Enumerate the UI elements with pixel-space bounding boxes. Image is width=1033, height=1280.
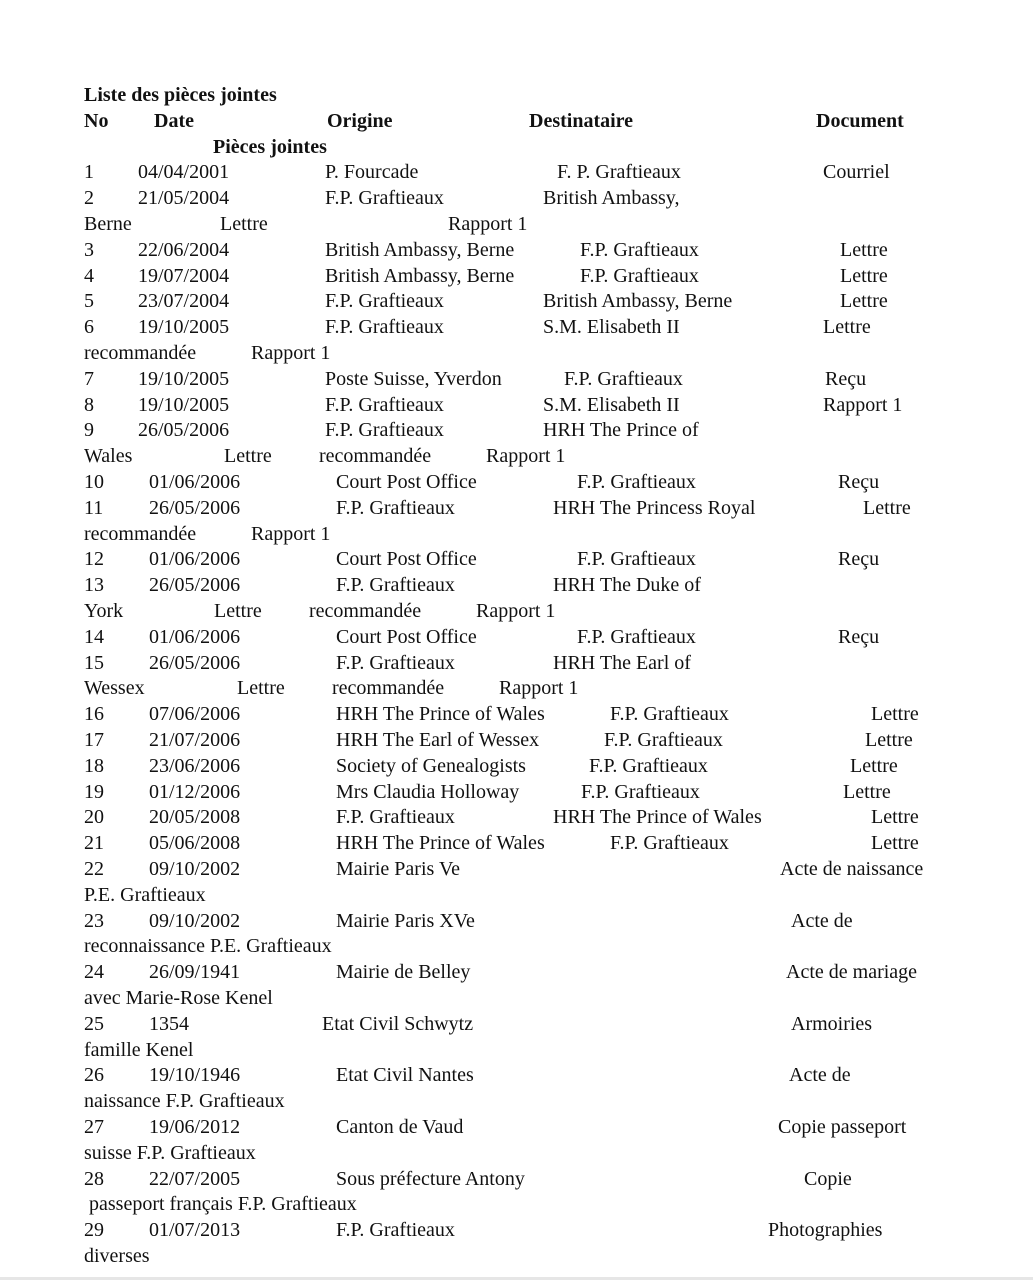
text-cell: 22/07/2005 bbox=[149, 1167, 241, 1190]
text-line bbox=[0, 908, 1033, 934]
text-line bbox=[0, 830, 1033, 856]
text-cell: Rapport 1 bbox=[448, 213, 528, 235]
text-cell: F.P. Graftieaux bbox=[577, 625, 696, 648]
text-cell: F.P. Graftieaux bbox=[580, 264, 699, 287]
text-cell: 7 bbox=[84, 367, 94, 390]
text-cell: S.M. Elisabeth II bbox=[543, 393, 680, 416]
text-cell: 26/05/2006 bbox=[149, 496, 241, 519]
text-cell: 19/10/2005 bbox=[138, 316, 230, 339]
text-cell: Lettre bbox=[871, 832, 919, 855]
text-cell: 21 bbox=[84, 832, 104, 855]
text-line bbox=[0, 933, 1033, 959]
text-cell: Destinataire bbox=[529, 109, 634, 132]
text-cell: 18 bbox=[84, 754, 104, 777]
text-cell: 3 bbox=[84, 238, 94, 261]
text-cell: British Ambassy, Berne bbox=[325, 238, 515, 261]
text-cell: 14 bbox=[84, 625, 104, 648]
text-cell: 19/10/1946 bbox=[149, 1064, 241, 1087]
text-line bbox=[0, 237, 1033, 263]
text-line bbox=[0, 392, 1033, 418]
text-cell: F.P. Graftieaux bbox=[336, 806, 455, 829]
text-cell: Lettre bbox=[214, 600, 262, 622]
text-cell: Rapport 1 bbox=[476, 600, 556, 622]
text-cell: Wales bbox=[84, 445, 133, 468]
text-cell: 2 bbox=[84, 187, 94, 210]
text-cell: 28 bbox=[84, 1167, 104, 1190]
text-cell: S.M. Elisabeth II bbox=[543, 316, 680, 339]
text-cell: HRH The Princess Royal bbox=[553, 496, 756, 519]
text-cell: avec Marie-Rose Kenel bbox=[84, 987, 273, 1009]
text-cell: Photographies bbox=[768, 1219, 883, 1242]
text-line bbox=[0, 1217, 1033, 1243]
text-line bbox=[0, 753, 1033, 779]
text-cell: 19/10/2005 bbox=[138, 367, 230, 390]
text-cell: 26/05/2006 bbox=[149, 651, 241, 674]
text-cell: 11 bbox=[84, 496, 104, 519]
text-line bbox=[0, 1011, 1033, 1037]
text-cell: 9 bbox=[84, 419, 94, 442]
text-cell: Rapport 1 bbox=[251, 342, 331, 364]
text-line bbox=[0, 1114, 1033, 1140]
text-line bbox=[0, 882, 1033, 908]
text-cell: Lettre bbox=[843, 780, 891, 803]
text-cell: Copie passeport bbox=[778, 1116, 907, 1138]
text-cell: Etat Civil Nantes bbox=[336, 1064, 474, 1087]
text-cell: Reçu bbox=[838, 625, 880, 648]
text-cell: Mrs Claudia Holloway bbox=[336, 780, 520, 803]
text-cell: 27 bbox=[84, 1116, 104, 1138]
text-cell: 15 bbox=[84, 651, 104, 674]
text-cell: Date bbox=[154, 109, 194, 132]
text-cell: Lettre bbox=[871, 703, 919, 726]
text-cell: 23/07/2004 bbox=[138, 290, 230, 313]
text-line bbox=[0, 1191, 1033, 1217]
text-cell: 17 bbox=[84, 729, 104, 751]
text-cell: Wessex bbox=[84, 677, 145, 700]
text-cell: 21/07/2006 bbox=[149, 729, 241, 751]
text-line bbox=[0, 288, 1033, 314]
text-cell: 22/06/2004 bbox=[138, 238, 230, 261]
text-cell: 19/07/2004 bbox=[138, 264, 230, 287]
text-cell: Mairie Paris XVe bbox=[336, 909, 475, 932]
text-cell: Lettre bbox=[863, 496, 911, 519]
text-cell: 24 bbox=[84, 961, 104, 984]
text-line bbox=[0, 185, 1033, 211]
text-line bbox=[0, 1166, 1033, 1192]
text-cell: HRH The Duke of bbox=[553, 574, 701, 597]
text-cell: 09/10/2002 bbox=[149, 858, 241, 880]
text-cell: 6 bbox=[84, 316, 94, 339]
text-cell: British Ambassy, bbox=[543, 187, 680, 210]
text-line bbox=[0, 856, 1033, 882]
text-cell: HRH The Prince of bbox=[543, 419, 699, 442]
text-line bbox=[0, 134, 1033, 160]
text-cell: 26 bbox=[84, 1064, 104, 1087]
text-line bbox=[0, 701, 1033, 727]
text-cell: F.P. Graftieaux bbox=[577, 471, 696, 493]
text-cell: Reçu bbox=[838, 548, 880, 571]
text-cell: Courriel bbox=[823, 161, 890, 184]
text-cell: Reçu bbox=[825, 367, 867, 390]
text-cell: HRH The Prince of Wales bbox=[553, 806, 762, 829]
text-cell: Poste Suisse, Yverdon bbox=[325, 367, 502, 390]
text-cell: Rapport 1 bbox=[823, 393, 903, 416]
text-cell: Acte de naissance bbox=[780, 858, 924, 880]
text-cell: 01/06/2006 bbox=[149, 625, 241, 648]
text-cell: F.P. Graftieaux bbox=[325, 187, 444, 210]
text-cell: 25 bbox=[84, 1012, 104, 1035]
text-cell: Acte de mariage bbox=[786, 961, 918, 984]
text-line bbox=[0, 1140, 1033, 1166]
text-cell: Lettre bbox=[850, 754, 898, 777]
text-cell: 19/10/2005 bbox=[138, 393, 230, 416]
text-cell: Lettre bbox=[220, 213, 268, 235]
text-cell: reconnaissance P.E. Graftieaux bbox=[84, 935, 332, 958]
text-cell: 20 bbox=[84, 806, 104, 829]
text-cell: F.P. Graftieaux bbox=[564, 367, 683, 390]
text-cell: Rapport 1 bbox=[251, 522, 331, 545]
text-cell: British Ambassy, Berne bbox=[543, 290, 733, 313]
text-cell: Rapport 1 bbox=[499, 677, 579, 700]
text-line bbox=[0, 650, 1033, 676]
text-cell: recommandée bbox=[332, 677, 445, 700]
text-cell: Court Post Office bbox=[336, 548, 477, 571]
text-cell: F.P. Graftieaux bbox=[336, 574, 455, 597]
text-cell: recommandée bbox=[309, 600, 422, 622]
text-cell: Armoiries bbox=[791, 1012, 873, 1035]
text-line bbox=[0, 675, 1033, 701]
text-cell: Sous préfecture Antony bbox=[336, 1167, 525, 1190]
text-cell: 26/05/2006 bbox=[149, 574, 241, 597]
text-line bbox=[0, 417, 1033, 443]
text-cell: suisse F.P. Graftieaux bbox=[84, 1141, 256, 1164]
text-cell: 23/06/2006 bbox=[149, 754, 241, 777]
text-cell: recommandée bbox=[319, 445, 432, 468]
text-cell: HRH The Earl of Wessex bbox=[336, 729, 540, 751]
text-cell: 4 bbox=[84, 264, 94, 287]
text-cell: Lettre bbox=[840, 238, 888, 261]
text-cell: F.P. Graftieaux bbox=[604, 729, 723, 751]
text-line bbox=[0, 495, 1033, 521]
text-cell: F.P. Graftieaux bbox=[589, 754, 708, 777]
text-cell: 01/07/2013 bbox=[149, 1219, 241, 1242]
text-line bbox=[0, 1062, 1033, 1088]
text-line bbox=[0, 159, 1033, 185]
text-cell: naissance F.P. Graftieaux bbox=[84, 1090, 285, 1113]
text-cell: Court Post Office bbox=[336, 471, 477, 493]
text-cell: 04/04/2001 bbox=[138, 161, 230, 184]
text-line bbox=[0, 314, 1033, 340]
text-cell: P. Fourcade bbox=[325, 161, 419, 184]
text-cell: No bbox=[84, 109, 109, 132]
text-line bbox=[0, 366, 1033, 392]
text-line bbox=[0, 546, 1033, 572]
text-cell: Lettre bbox=[865, 729, 913, 751]
text-cell: 26/09/1941 bbox=[149, 961, 241, 984]
text-cell: 09/10/2002 bbox=[149, 909, 241, 932]
text-line bbox=[0, 211, 1033, 237]
text-cell: Etat Civil Schwytz bbox=[322, 1012, 474, 1035]
text-cell: F.P. Graftieaux bbox=[577, 548, 696, 571]
text-cell: 01/06/2006 bbox=[149, 471, 241, 493]
text-cell: 07/06/2006 bbox=[149, 703, 241, 726]
text-cell: F.P. Graftieaux bbox=[325, 419, 444, 442]
text-cell: Mairie Paris Ve bbox=[336, 858, 461, 880]
text-cell: British Ambassy, Berne bbox=[325, 264, 515, 287]
text-cell: HRH The Prince of Wales bbox=[336, 832, 545, 855]
text-line bbox=[0, 598, 1033, 624]
text-line bbox=[0, 521, 1033, 547]
text-cell: York bbox=[84, 600, 124, 622]
text-cell: F.P. Graftieaux bbox=[336, 651, 455, 674]
text-cell: Rapport 1 bbox=[486, 445, 566, 468]
text-line bbox=[0, 1088, 1033, 1114]
text-cell: recommandée bbox=[84, 342, 197, 364]
text-cell: recommandée bbox=[84, 522, 197, 545]
text-cell: Court Post Office bbox=[336, 625, 477, 648]
text-cell: famille Kenel bbox=[84, 1038, 194, 1061]
text-cell: diverses bbox=[84, 1245, 150, 1267]
text-cell: 21/05/2004 bbox=[138, 187, 230, 210]
text-cell: Mairie de Belley bbox=[336, 961, 471, 984]
text-line bbox=[0, 804, 1033, 830]
text-cell: Lettre bbox=[871, 806, 919, 829]
text-cell: 22 bbox=[84, 858, 104, 880]
text-line bbox=[0, 82, 1033, 108]
text-cell: F.P. Graftieaux bbox=[325, 393, 444, 416]
text-cell: HRH The Prince of Wales bbox=[336, 703, 545, 726]
text-cell: Copie bbox=[804, 1167, 852, 1190]
text-cell: 20/05/2008 bbox=[149, 806, 241, 829]
text-cell: Acte de bbox=[789, 1064, 851, 1087]
text-cell: Berne bbox=[84, 213, 132, 235]
text-cell: Lettre bbox=[823, 316, 871, 339]
text-cell: F.P. Graftieaux bbox=[581, 780, 700, 803]
text-cell: F.P. Graftieaux bbox=[610, 832, 729, 855]
text-line bbox=[0, 985, 1033, 1011]
text-cell: 01/12/2006 bbox=[149, 780, 241, 803]
text-cell: Lettre bbox=[840, 264, 888, 287]
text-cell: Origine bbox=[327, 109, 393, 132]
text-cell: Acte de bbox=[791, 909, 853, 932]
text-cell: 1 bbox=[84, 161, 94, 184]
text-cell: Lettre bbox=[237, 677, 285, 700]
text-line bbox=[0, 624, 1033, 650]
text-cell: 1354 bbox=[149, 1012, 189, 1035]
text-cell: 29 bbox=[84, 1219, 104, 1242]
text-cell: F.P. Graftieaux bbox=[610, 703, 729, 726]
text-cell: Lettre bbox=[840, 290, 888, 313]
text-cell: 10 bbox=[84, 471, 104, 493]
text-cell: Canton de Vaud bbox=[336, 1116, 464, 1138]
text-cell: F.P. Graftieaux bbox=[336, 1219, 455, 1242]
text-line bbox=[0, 263, 1033, 289]
text-cell: 19/06/2012 bbox=[149, 1116, 241, 1138]
text-cell: Reçu bbox=[838, 471, 880, 493]
text-line bbox=[0, 443, 1033, 469]
text-cell: Lettre bbox=[224, 445, 272, 468]
text-line bbox=[0, 1037, 1033, 1063]
text-cell: Society of Genealogists bbox=[336, 754, 526, 777]
text-cell: 01/06/2006 bbox=[149, 548, 241, 571]
text-cell: HRH The Earl of bbox=[553, 651, 691, 674]
text-cell: 26/05/2006 bbox=[138, 419, 230, 442]
text-line bbox=[0, 572, 1033, 598]
text-cell: F.P. Graftieaux bbox=[580, 238, 699, 261]
text-cell: F.P. Graftieaux bbox=[325, 316, 444, 339]
text-cell: 16 bbox=[84, 703, 104, 726]
text-cell: 19 bbox=[84, 780, 104, 803]
text-line bbox=[0, 108, 1033, 134]
text-line bbox=[0, 340, 1033, 366]
text-cell: Pièces jointes bbox=[213, 135, 327, 158]
text-cell: F.P. Graftieaux bbox=[336, 496, 455, 519]
text-cell: 13 bbox=[84, 574, 104, 597]
text-cell: F. P. Graftieaux bbox=[557, 161, 681, 184]
text-cell: Document bbox=[816, 109, 904, 132]
text-line bbox=[0, 1243, 1033, 1269]
text-cell: P.E. Graftieaux bbox=[84, 883, 206, 906]
text-line bbox=[0, 779, 1033, 805]
text-cell: Liste des pièces jointes bbox=[84, 84, 277, 106]
text-cell: F.P. Graftieaux bbox=[325, 290, 444, 313]
text-cell: 5 bbox=[84, 290, 94, 313]
text-cell: 05/06/2008 bbox=[149, 832, 241, 855]
text-cell: 12 bbox=[84, 548, 104, 571]
text-line bbox=[0, 959, 1033, 985]
text-line bbox=[0, 469, 1033, 495]
text-cell: 23 bbox=[84, 909, 104, 932]
text-cell: passeport français F.P. Graftieaux bbox=[89, 1193, 357, 1216]
text-cell: 8 bbox=[84, 393, 94, 416]
text-line bbox=[0, 727, 1033, 753]
